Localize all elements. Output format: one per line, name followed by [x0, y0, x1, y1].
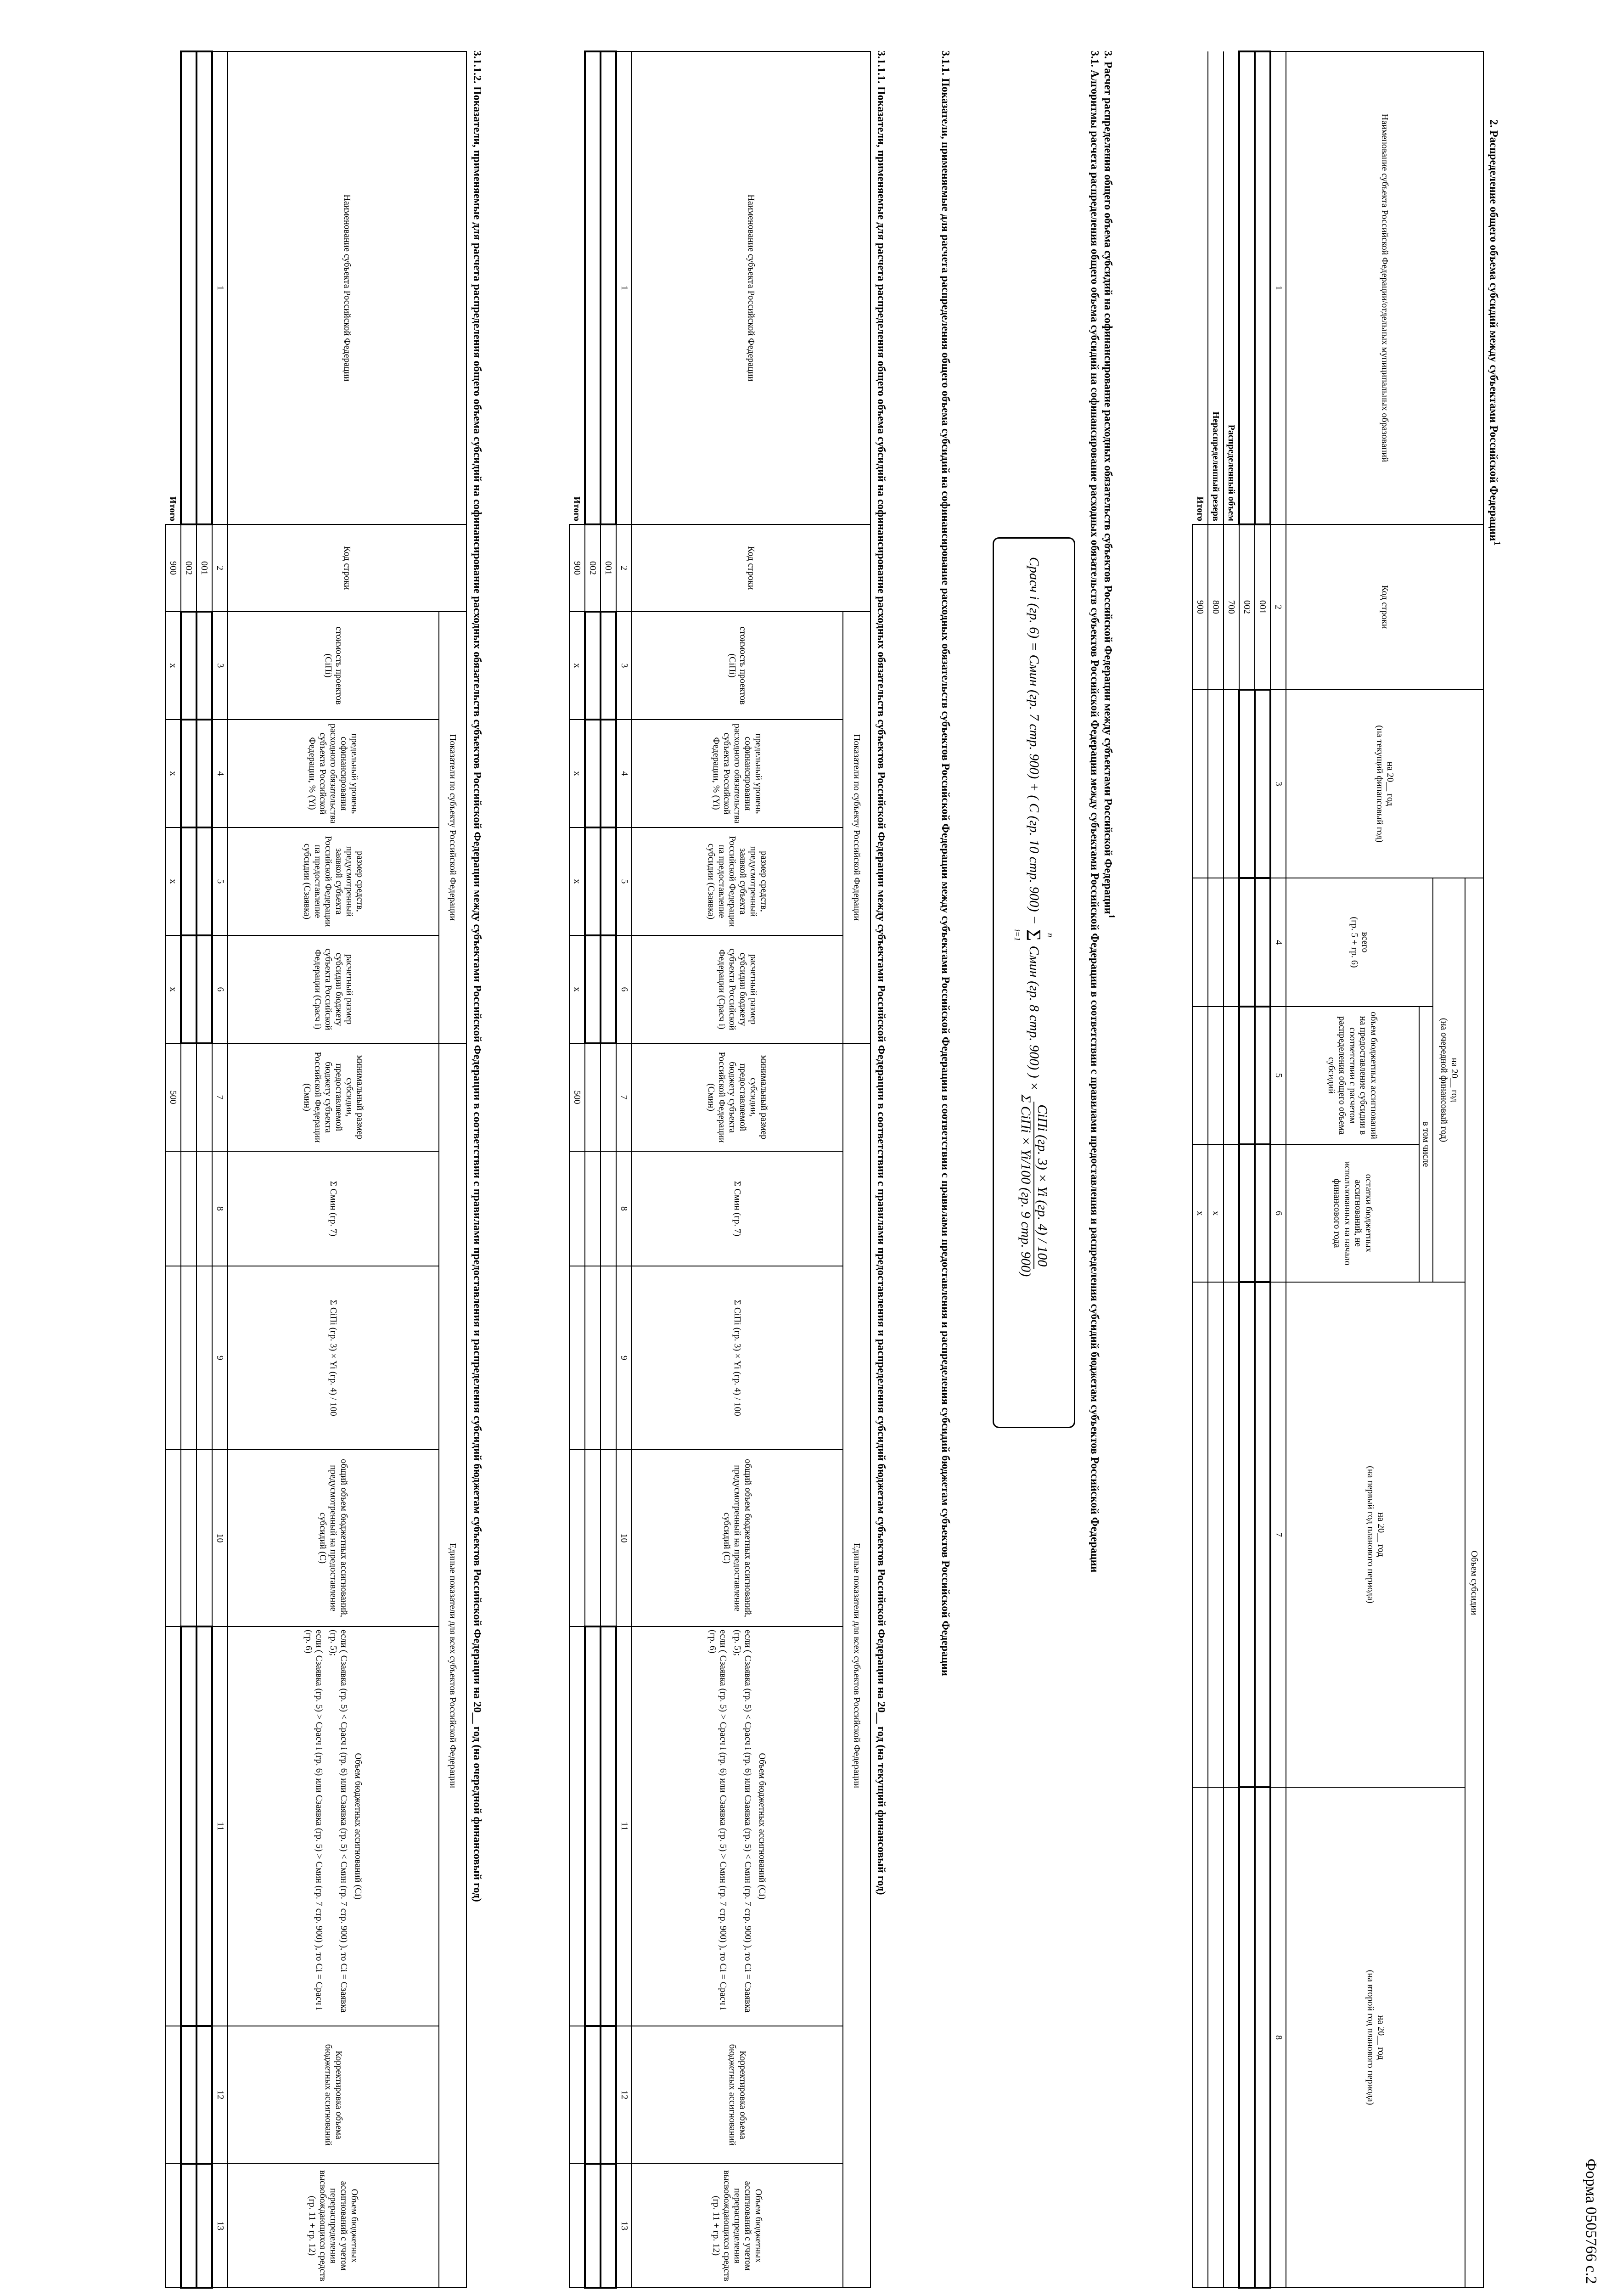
cell[interactable]: [569, 1626, 585, 2026]
cell[interactable]: [165, 1626, 181, 2026]
header-code: Код строки: [228, 524, 466, 612]
col-num: 5: [212, 827, 228, 935]
formula-denominator: Σ CiПi × Yi/100 (гр. 9 стр. 900): [1018, 1094, 1033, 1277]
distribution-table: [1192, 51, 1484, 2289]
total-label: Итого: [569, 51, 585, 524]
col-num: 13: [212, 2164, 228, 2288]
cell[interactable]: [1255, 1007, 1270, 1144]
col-num: 12: [212, 2026, 228, 2164]
row-code: 001: [1255, 524, 1270, 690]
col-num: 7: [616, 1043, 632, 1151]
section31-title: 3.1. Алгоритмы расчета распределения общего объема субсидий на софинансирование расходных обязательств субъектов Российской Федерации между субъектами Российской Федерации в соответствии с правилами предоставления и распределения субсидий бюджетам субъектов Российской Федерации: [1089, 51, 1100, 1573]
cell[interactable]: [1192, 1787, 1208, 2288]
header-c8: Σ Cмин (гр. 7): [228, 1151, 439, 1266]
col-num: 2: [212, 524, 228, 612]
cell-x: x: [1208, 1144, 1224, 1282]
calc-table-current: [569, 51, 871, 2289]
section311-title: 3.1.1. Показатели, применяемые для расчета распределения общего объема субсидий на софинансирование расходных обязательств субъектов Российской Федерации между субъектами Российской Федерации в соответствии с правилами предоставления и распределения субсидий бюджетам субъектов Российской Федерации: [939, 51, 951, 1676]
cell[interactable]: [1239, 1282, 1255, 1787]
header-c10: общий объем бюджетных ассигнований, предусмотренный на предоставление субсидий (C): [228, 1450, 439, 1626]
cell[interactable]: [601, 51, 616, 524]
cell[interactable]: [181, 720, 197, 827]
cell: [585, 1043, 601, 1151]
formula-lhs: Cрасч i (гр. 6) = Cмин (гр. 7 стр. 900) + ( C (гр. 10 стр. 900) −: [1027, 557, 1042, 925]
col-num: 4: [212, 720, 228, 827]
col-num: 11: [212, 1626, 228, 2026]
cell[interactable]: [181, 827, 197, 935]
row-code: 800: [1208, 524, 1224, 690]
cell: [601, 1266, 616, 1450]
cell[interactable]: [181, 935, 197, 1043]
cell[interactable]: [165, 2026, 181, 2164]
column-numbers-row: [616, 51, 632, 2288]
cell[interactable]: [1255, 51, 1270, 524]
col-num: 1: [1270, 51, 1286, 524]
header-subj: Показатели по субъекту Российской Федерации: [843, 612, 870, 1043]
cell: [601, 1151, 616, 1266]
sum-symbol: Σ: [1022, 929, 1045, 941]
total-label: Итого: [165, 51, 181, 524]
header-name: Наименование субъекта Российской Федерации: [228, 51, 466, 524]
header-c11: [228, 1626, 439, 2026]
header-col6: остатки бюджетных ассигнований, не использованных на начало финансового года: [1286, 1144, 1419, 1282]
cell[interactable]: [165, 2164, 181, 2288]
col-num: 11: [616, 1626, 632, 2026]
col-num: 4: [1270, 878, 1286, 1007]
cell[interactable]: [601, 1626, 616, 2026]
header-c6: расчетный размер субсидии бюджету субъекта Российской Федерации (Срасч i): [228, 935, 439, 1043]
table-row: [1255, 51, 1270, 2288]
row-code: 002: [1239, 524, 1255, 690]
cell[interactable]: [569, 1151, 585, 1266]
header-current: на 20__ год (на текущий финансовый год): [1286, 690, 1483, 878]
cell[interactable]: [181, 612, 197, 720]
cell[interactable]: [601, 935, 616, 1043]
cell[interactable]: [1224, 1787, 1239, 2288]
header-c4: предельный уровень софинансирования расходного обязательства субъекта Российской Федерации, % (Yi): [228, 720, 439, 827]
cell[interactable]: [1239, 690, 1255, 878]
cell[interactable]: [197, 827, 212, 935]
header-name: Наименование субъекта Российской Федерации/отдельных муниципальных образований: [1286, 51, 1483, 524]
c11-rule-b: если ( Cзаявка (гр. 5) > Cрасч i (гр. 6) или Cзаявка (гр. 5) > Cмин (гр. 7 стр. 900) ), то Ci = Cрасч i (гр. 6): [303, 1630, 325, 2010]
col-num: 13: [616, 2164, 632, 2288]
cell[interactable]: [1192, 1282, 1208, 1787]
header-next: на 20__ год (на очередной финансовый год): [1433, 878, 1465, 1282]
column-numbers-row: [1270, 51, 1286, 2288]
header-c12: Корректировка объема бюджетных ассигнований: [228, 2026, 439, 2164]
summary-label: Итого: [1192, 51, 1208, 524]
cell[interactable]: [181, 51, 197, 524]
summary-label: Нераспределенный резерв: [1208, 51, 1224, 524]
c11-rule-a: если ( Cзаявка (гр. 5) < Cрасч i (гр. 6) или Cзаявка (гр. 5) < Cмин (гр. 7 стр. 900) ), то Ci = Cзаявка (гр. 5);: [732, 1630, 753, 2013]
row-code: 001: [197, 524, 212, 612]
cell[interactable]: [1239, 1007, 1255, 1144]
calc-table-next: [165, 51, 467, 2289]
header-code: Код строки: [632, 524, 870, 612]
cell[interactable]: [1224, 878, 1239, 1007]
cell: [197, 1266, 212, 1450]
header-name: Наименование субъекта Российской Федерации: [632, 51, 870, 524]
row-code: 900: [165, 524, 181, 612]
section3112-title: 3.1.1.2. Показатели, применяемые для расчета распределения общего объема субсидий на софинансирование расходных обязательств субъектов Российской Федерации между субъектами Российской Федерации в соответствии с правилами предоставления и распределения субсидий бюджетам субъектов Российской Федерации на 20__ год (на очередной финансовый год): [471, 51, 483, 1902]
cell-x: x: [569, 612, 585, 720]
section3-title: 3. Расчет распределения общего объема субсидий на софинансирование расходных обязательств субъектов Российской Федерации между субъектами Российской Федерации$^1$: [1102, 51, 1117, 919]
total-row: [569, 51, 585, 2288]
cell[interactable]: [197, 1626, 212, 2026]
col-num: 8: [212, 1151, 228, 1266]
total-row: [165, 51, 181, 2288]
row-code: 700: [1224, 524, 1239, 690]
cell[interactable]: [197, 935, 212, 1043]
header-c3: стоимость проектов (CiПi): [632, 612, 843, 720]
cell: [181, 1450, 197, 1626]
summary-row: [1208, 51, 1224, 2288]
cell[interactable]: [601, 827, 616, 935]
header-c12: Корректировка объема бюджетных ассигнований: [632, 2026, 843, 2164]
header-c7: минимальный размер субсидии, предоставляемой бюджету субъекта Российской Федерации (Cмин): [228, 1043, 439, 1151]
cell[interactable]: [1224, 1144, 1239, 1282]
col-num: 3: [616, 612, 632, 720]
c11-rule-a: если ( Cзаявка (гр. 5) < Cрасч i (гр. 6) или Cзаявка (гр. 5) < Cмин (гр. 7 стр. 900) ), то Ci = Cзаявка (гр. 5);: [328, 1630, 349, 2013]
header-subj: Показатели по субъекту Российской Федерации: [439, 612, 466, 1043]
cell[interactable]: [585, 935, 601, 1043]
cell[interactable]: [1239, 51, 1255, 524]
sum-sub: i=1: [1013, 929, 1022, 941]
cell[interactable]: [1239, 1144, 1255, 1282]
cell-x: x: [1192, 1144, 1208, 1282]
cell: [181, 1043, 197, 1151]
header-total: всего (гр. 5 + гр. 6): [1286, 878, 1433, 1007]
cell[interactable]: [1208, 1007, 1224, 1144]
col-num: 6: [1270, 1144, 1286, 1282]
cell[interactable]: [1255, 1144, 1270, 1282]
form-number: Форма 0505766 с.2: [1583, 2158, 1600, 2284]
cell: [601, 1450, 616, 1626]
cell: [197, 1151, 212, 1266]
cell[interactable]: [1255, 1787, 1270, 2288]
cell[interactable]: [1255, 690, 1270, 878]
cell[interactable]: [165, 1151, 181, 1266]
header-unified: Единые показатели для всех субъектов Российской Федерации: [439, 1043, 466, 2288]
cell[interactable]: [1208, 1282, 1224, 1787]
header-c8: Σ Cмин (гр. 7): [632, 1151, 843, 1266]
col-num: 7: [1270, 1282, 1286, 1787]
col-num: 4: [616, 720, 632, 827]
cell[interactable]: [1255, 1282, 1270, 1787]
cell: [585, 1151, 601, 1266]
col-num: 1: [616, 51, 632, 524]
header-first-plan: на 20__ год (на первый год планового периода): [1286, 1282, 1465, 1787]
formula-mid: Cмин (гр. 8 стр. 900) ) ×: [1027, 945, 1042, 1091]
cell[interactable]: [585, 2026, 601, 2164]
header-volume: Объем субсидии: [1465, 878, 1483, 2288]
cell[interactable]: [601, 720, 616, 827]
cell: [181, 1151, 197, 1266]
summary-row: [1192, 51, 1208, 2288]
cell-value: 500: [569, 1043, 585, 1151]
cell[interactable]: [569, 1266, 585, 1450]
cell[interactable]: [601, 612, 616, 720]
cell-x: x: [569, 827, 585, 935]
header-c3: стоимость проектов (CiПi): [228, 612, 439, 720]
cell-x: x: [165, 827, 181, 935]
cell[interactable]: [1208, 690, 1224, 878]
cell[interactable]: [1208, 1787, 1224, 2288]
cell-x: x: [165, 935, 181, 1043]
row-code: 001: [601, 524, 616, 612]
section3111-title: 3.1.1.1. Показатели, применяемые для расчета распределения общего объема субсидий на софинансирование расходных обязательств субъектов Российской Федерации между субъектами Российской Федерации в соответствии с правилами предоставления и распределения субсидий бюджетам субъектов Российской Федерации на 20__ год (на текущий финансовый год): [875, 51, 887, 1895]
header-c6: расчетный размер субсидии бюджету субъекта Российской Федерации (Срасч i): [632, 935, 843, 1043]
cell[interactable]: [197, 612, 212, 720]
cell[interactable]: [601, 2164, 616, 2288]
table-row: [1239, 51, 1255, 2288]
cell[interactable]: [585, 612, 601, 720]
cell[interactable]: [181, 2026, 197, 2164]
cell[interactable]: [601, 2026, 616, 2164]
table-row: [181, 51, 197, 2288]
table-row: [197, 51, 212, 2288]
col-num: 1: [212, 51, 228, 524]
summary-label: Распределенный объем: [1224, 51, 1239, 524]
cell-x: x: [569, 720, 585, 827]
section2-title: 2. Распределение общего объема субсидий между субъектами Российской Федерации$^1$: [1488, 119, 1502, 546]
formula-numerator: CiПi (гр. 3) × Yi (гр. 4) / 100: [1033, 1102, 1050, 1269]
header-c4: предельный уровень софинансирования расходного обязательства субъекта Российской Федерации, % (Yi): [632, 720, 843, 827]
cell[interactable]: [585, 51, 601, 524]
cell[interactable]: [181, 2164, 197, 2288]
cell[interactable]: [585, 827, 601, 935]
header-unified: Единые показатели для всех субъектов Российской Федерации: [843, 1043, 870, 2288]
cell[interactable]: [197, 720, 212, 827]
header-col5: объем бюджетных ассигнований на предоставление субсидии в соответствии с расчетом распределения общего объема субсидий: [1286, 1007, 1419, 1144]
row-code: 002: [585, 524, 601, 612]
row-code: 002: [181, 524, 197, 612]
header-c9: Σ CiПi (гр. 3) × Yi (гр. 4) / 100: [632, 1266, 843, 1450]
col-num: 10: [616, 1450, 632, 1626]
header-c7: минимальный размер субсидии, предоставляемой бюджету субъекта Российской Федерации (Cмин): [632, 1043, 843, 1151]
col-num: 5: [616, 827, 632, 935]
cell[interactable]: [585, 720, 601, 827]
c11-rule-b: если ( Cзаявка (гр. 5) > Cрасч i (гр. 6) или Cзаявка (гр. 5) > Cмин (гр. 7 стр. 900) ), то Ci = Cрасч i (гр. 6): [707, 1630, 729, 2010]
col-num: 8: [1270, 1787, 1286, 2288]
summary-row: [1224, 51, 1239, 2288]
col-num: 3: [1270, 690, 1286, 878]
header-second-plan: на 20__ год (на второй год планового периода): [1286, 1787, 1465, 2288]
cell[interactable]: [1224, 690, 1239, 878]
col-num: 9: [616, 1266, 632, 1450]
cell-x: x: [165, 612, 181, 720]
cell[interactable]: [1224, 1282, 1239, 1787]
cell[interactable]: [585, 1626, 601, 2026]
cell[interactable]: [1208, 878, 1224, 1007]
header-c10: общий объем бюджетных ассигнований, предусмотренный на предоставление субсидий (C): [632, 1450, 843, 1626]
cell: [601, 1043, 616, 1151]
cell[interactable]: [165, 1266, 181, 1450]
cell[interactable]: [569, 2026, 585, 2164]
cell[interactable]: [197, 2164, 212, 2288]
cell[interactable]: [1192, 1007, 1208, 1144]
cell[interactable]: [1239, 878, 1255, 1007]
col-num: 7: [212, 1043, 228, 1151]
col-num: 8: [616, 1151, 632, 1266]
cell: [585, 1266, 601, 1450]
formula-box: [993, 537, 1075, 1428]
c11-title: Объем бюджетных ассигнований (Ci): [353, 1753, 364, 1900]
cell: [585, 1450, 601, 1626]
cell[interactable]: [1239, 1787, 1255, 2288]
col-num: 3: [212, 612, 228, 720]
cell-x: x: [165, 720, 181, 827]
col-num: 5: [1270, 1007, 1286, 1144]
cell: [197, 1043, 212, 1151]
cell: [197, 1450, 212, 1626]
col-num: 2: [1270, 524, 1286, 690]
cell[interactable]: [1192, 878, 1208, 1007]
row-code: 900: [569, 524, 585, 612]
header-c13: Объем бюджетных ассигнований с учетом перераспределения высвобождающихся средств (гр. 11 + гр. 12): [632, 2164, 843, 2288]
header-c13: Объем бюджетных ассигнований с учетом перераспределения высвобождающихся средств (гр. 11 + гр. 12): [228, 2164, 439, 2288]
cell[interactable]: [1224, 1007, 1239, 1144]
cell: [181, 1266, 197, 1450]
table-row: [601, 51, 616, 2288]
header-c5: размер средств, предусмотренный заявкой субъекта Российской Федерации на предоставление субсидии (Сзаявка): [632, 827, 843, 935]
column-numbers-row: [212, 51, 228, 2288]
cell[interactable]: [165, 1450, 181, 1626]
col-num: 6: [212, 935, 228, 1043]
col-num: 12: [616, 2026, 632, 2164]
cell[interactable]: [197, 2026, 212, 2164]
cell[interactable]: [1192, 690, 1208, 878]
cell[interactable]: [197, 51, 212, 524]
header-incl: в том числе: [1419, 1007, 1433, 1282]
col-num: 2: [616, 524, 632, 612]
cell[interactable]: [1255, 878, 1270, 1007]
row-code: 900: [1192, 524, 1208, 690]
sum-sup: n: [1046, 933, 1056, 937]
cell[interactable]: [569, 1450, 585, 1626]
col-num: 6: [616, 935, 632, 1043]
header-c5: размер средств, предусмотренный заявкой субъекта Российской Федерации на предоставление субсидии (Сзаявка): [228, 827, 439, 935]
header-c11: [632, 1626, 843, 2026]
header-c9: Σ CiПi (гр. 3) × Yi (гр. 4) / 100: [228, 1266, 439, 1450]
cell-value: 500: [165, 1043, 181, 1151]
table-row: [585, 51, 601, 2288]
cell[interactable]: [569, 2164, 585, 2288]
col-num: 10: [212, 1450, 228, 1626]
col-num: 9: [212, 1266, 228, 1450]
cell-x: x: [569, 935, 585, 1043]
c11-title: Объем бюджетных ассигнований (Ci): [757, 1753, 768, 1900]
cell[interactable]: [585, 2164, 601, 2288]
header-code: Код строки: [1286, 524, 1483, 690]
cell[interactable]: [181, 1626, 197, 2026]
